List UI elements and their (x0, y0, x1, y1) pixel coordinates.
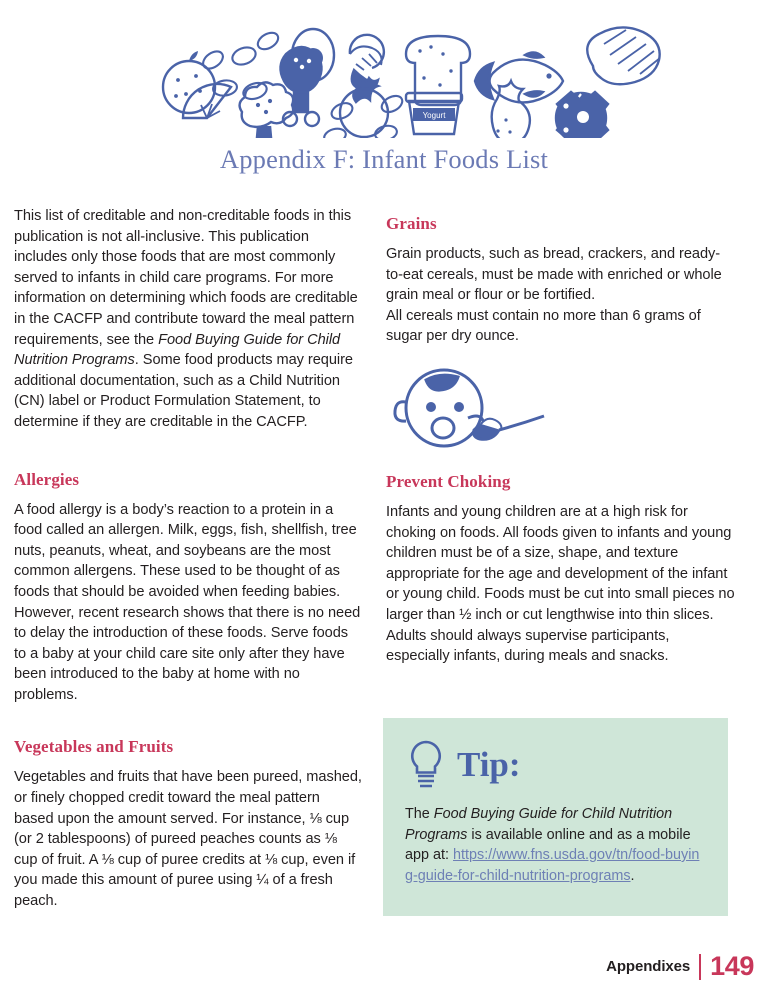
intro-text-part2: . Some food products may require additional documentation, such as a Child Nutrition (CN) label or Product Formulation Statement, to determine if they are creditable in the CACFP. (14, 352, 353, 430)
prevent-choking-section (386, 472, 736, 667)
tip-label: Tip: (457, 744, 521, 784)
prevent-choking-paragraph: Infants and young children are at a high risk for choking on foods. All foods given to infants and young children must be of a size, shape, and texture appropriate for the age and development of the infant or young child. Foods must be cut into small pieces no larger than ½ inch or cut lengthwise into thin slices. Adults should always supervise participants, especially infants, during meals and snacks. (386, 504, 735, 665)
intro-paragraph (14, 206, 362, 433)
spoon-handle-icon (499, 416, 544, 430)
assorted-foods-illustration (0, 8, 768, 138)
grains-paragraph-1: Grain products, such as bread, crackers, and ready-to-eat cereals, must be made with enriched or whole grain meal or flour or be fortified. (386, 246, 722, 304)
lightbulb-icon (405, 738, 447, 790)
allergies-section (14, 470, 362, 706)
vegetables-fruits-heading: Vegetables and Fruits (14, 737, 174, 757)
baby-with-spoon-illustration (386, 360, 546, 460)
footer-divider (699, 954, 701, 980)
baby-eye-right-icon (454, 402, 464, 412)
pear-icon (492, 81, 530, 138)
bean-icon (200, 29, 281, 101)
food-buying-guide-link[interactable]: https://www.fns.usda.gov/tn/food-buying-guide-for-child-nutrition-programs (405, 847, 700, 884)
intro-section (14, 206, 362, 433)
left-column (14, 206, 362, 918)
chicken-drumstick-icon (280, 47, 321, 126)
vegetables-fruits-section (14, 737, 362, 911)
intro-text-part1: This list of creditable and non-creditable foods in this publication is not all-inclusive. This publication includes only those foods that are most commonly served to infants in child care programs. For more information on determining which foods are creditable in the CACFP and contribute toward the meal pattern requirements, see the (14, 208, 358, 348)
footer-page-number: 149 (710, 951, 754, 981)
grains-section (386, 214, 736, 347)
right-column (386, 214, 736, 353)
baby-hair-icon (426, 375, 458, 390)
baby-ear-icon (395, 402, 406, 421)
bean-icon (323, 93, 405, 138)
page-title: Appendix F: Infant Foods List (219, 144, 549, 174)
baby-eye-left-icon (426, 402, 436, 412)
tip-header (405, 736, 706, 792)
tip-text-end: . (630, 867, 635, 884)
footer-section-label: Appendixes (606, 958, 691, 975)
tip-text-part1: The (405, 806, 434, 822)
vegetables-fruits-paragraph: Vegetables and fruits that have been pureed, mashed, or finely chopped credit toward the meal pattern based upon the amount served. For instance, ⅛ cup (or 2 tablespoons) of pureed peaches counts as ⅛ cup of fruit. A ⅛ cup of puree credits at ⅛ cup, even if you made this amount of puree using ¼ of a fresh peach. (14, 769, 362, 910)
baby-mouth-icon (432, 418, 454, 438)
intro-italic-title: Food Buying Guide for Child Nutrition Programs (14, 331, 341, 369)
page-footer (606, 953, 754, 980)
grains-heading: Grains (386, 214, 437, 233)
tip-italic-title: Food Buying Guide for Child Nutrition Programs (405, 806, 673, 843)
tip-body-text (405, 804, 706, 886)
tip-callout-box (383, 718, 728, 916)
orange-icon (163, 51, 215, 113)
svg-text:Yogurt: Yogurt (422, 111, 446, 120)
allergies-heading: Allergies (14, 469, 80, 489)
grains-paragraph-2: All cereals must contain no more than 6 grams of sugar per dry ounce. (386, 307, 701, 345)
tip-text-part2: is available online and as a mobile app at: (405, 826, 691, 863)
steak-icon (587, 27, 660, 84)
allergies-paragraph: A food allergy is a body’s reaction to a protein in a food called an allergen. Milk, eggs, fish, shellfish, tree nuts, peanuts, wheat, and soybeans are the most common allergens. These used to be thought of as foods that should be avoided when feeding babies. However, recent research shows that there is no need to delay the introduction of these foods. Serve foods to a baby at your child care site only after they have been introduced to the baby at home with no problems. (14, 501, 361, 703)
prevent-choking-heading: Prevent Choking (386, 472, 511, 491)
